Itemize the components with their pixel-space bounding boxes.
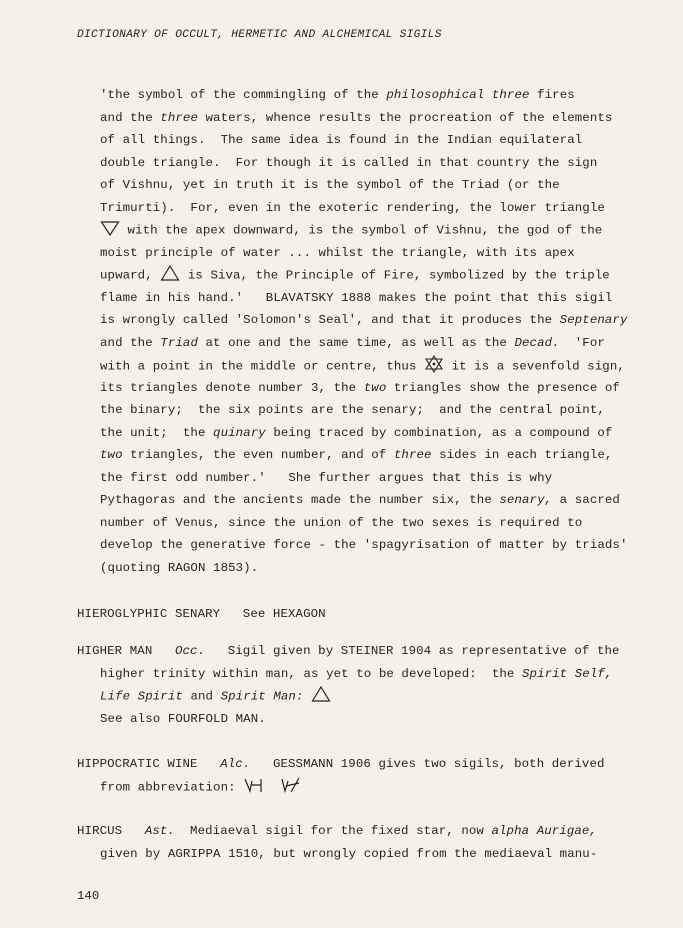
entry-body-line	[100, 666, 612, 682]
quote-line	[100, 110, 612, 126]
page-number: 140	[77, 889, 100, 903]
text-run: at one and the same time, as well as the	[197, 335, 515, 350]
text-run: a sacred	[552, 493, 620, 507]
italic-text: Septenary	[559, 313, 628, 327]
entry-body-line	[100, 846, 597, 862]
quote-line	[100, 132, 582, 148]
italic-text: quinary	[213, 425, 266, 440]
running-title: DICTIONARY OF OCCULT, HERMETIC AND ALCHEMICAL SIGILS	[77, 29, 442, 41]
italic-text: Occ.	[174, 644, 206, 658]
entry-body-line	[100, 779, 302, 795]
text-run: the unit; the	[100, 425, 214, 440]
text-run: is Siva, the Principle of Fire, symbolized by the triple	[180, 268, 610, 283]
quote-line	[100, 447, 612, 463]
quote-line	[100, 200, 605, 216]
text-run: of all things. The same idea is found in the Indian equilateral	[100, 133, 583, 147]
quote-line	[100, 560, 258, 576]
italic-text: two	[100, 448, 123, 462]
italic-text: Life Spirit	[100, 689, 183, 704]
text-run: (quoting RAGON 1853).	[100, 560, 259, 575]
italic-text: Decad.	[514, 335, 560, 350]
text-run: being traced by combination, as a compound of	[265, 425, 613, 440]
italic-text: senary,	[499, 493, 553, 507]
entry-body-line	[100, 711, 266, 727]
italic-text: alpha Aurigae,	[491, 824, 597, 838]
quote-line	[100, 312, 628, 328]
text-run: Sigil given by STEINER 1904 as representative of the	[205, 644, 620, 658]
text-run: upward,	[100, 268, 161, 283]
text-run: Trimurti). For, even in the exoteric rendering, the lower triangle	[100, 200, 605, 215]
text-run: 'For	[559, 335, 605, 350]
entry-headword-line	[77, 643, 620, 659]
text-run: HIRCUS	[77, 824, 145, 838]
text-run: the binary; the six points are the senary; and the central point,	[100, 403, 605, 417]
text-run: Pythagoras and the ancients made the number six, the	[100, 493, 500, 507]
italic-text: Spirit Man:	[220, 689, 304, 704]
triangle-down-icon	[100, 220, 120, 236]
text-run: it is a sevenfold sign,	[444, 359, 625, 374]
entry-headword-line	[77, 823, 597, 839]
quote-line	[100, 470, 552, 486]
italic-text: Triad	[160, 335, 198, 350]
quote-line	[100, 515, 582, 531]
hexagram-dot-icon	[424, 355, 444, 373]
text-run: See also FOURFOLD MAN.	[100, 711, 266, 726]
text-run	[304, 689, 312, 703]
triangle-up-icon	[311, 686, 331, 702]
text-run: develop the generative force - the 'spagyrisation of matter by triads'	[100, 538, 628, 552]
text-run: its triangles denote number 3, the	[100, 380, 364, 395]
italic-text: Ast.	[144, 824, 175, 838]
vh-sigil-alt-icon	[280, 777, 302, 793]
italic-text: three	[160, 110, 198, 125]
quote-line	[100, 335, 605, 351]
text-run: and the	[100, 110, 161, 125]
text-run: with the apex downward, is the symbol of Vishnu, the god of the	[120, 223, 603, 238]
entry-headword-line	[77, 756, 605, 772]
entry-headword-line	[77, 606, 326, 622]
text-run: sides in each triangle,	[431, 448, 613, 462]
text-run: HIPPOCRATIC WINE	[77, 757, 221, 771]
text-run: 'the symbol of the commingling of the	[100, 88, 387, 102]
quote-line	[100, 492, 620, 508]
text-run: moist principle of water ... whilst the triangle, with its apex	[100, 245, 575, 260]
italic-text: three	[393, 448, 432, 462]
quote-line	[100, 357, 625, 375]
text-run: double triangle. For though it is called in that country the sign	[100, 155, 598, 170]
triangle-up-icon	[160, 265, 180, 281]
text-run: HIEROGLYPHIC SENARY See HEXAGON	[77, 607, 326, 621]
text-run: higher trinity within man, as yet to be developed: the	[100, 666, 522, 681]
quote-line	[100, 245, 575, 261]
text-run: given by AGRIPPA 1510, but wrongly copied from the mediaeval manu-	[100, 846, 598, 861]
text-run: fires	[529, 88, 575, 102]
quote-line	[100, 402, 605, 418]
italic-text: Alc.	[220, 757, 251, 771]
entry-body-line	[100, 688, 331, 704]
italic-text: Spirit Self,	[522, 666, 613, 681]
text-run: number of Venus, since the union of the two sexes is required to	[100, 515, 583, 530]
quote-line	[100, 87, 575, 103]
quote-line	[100, 177, 560, 193]
quote-line	[100, 290, 612, 306]
vh-sigil-icon	[243, 777, 265, 793]
text-run: waters, whence results the procreation of the elements	[197, 110, 613, 125]
text-run: HIGHER MAN	[77, 644, 175, 658]
text-run: and	[182, 689, 221, 704]
quote-line	[100, 380, 620, 396]
text-run: with a point in the middle or centre, thus	[100, 359, 425, 374]
text-run: and the	[100, 335, 161, 350]
text-run: triangles, the even number, and of	[122, 448, 394, 462]
italic-text: two	[363, 380, 387, 395]
quote-line	[100, 267, 610, 283]
text-run: Mediaeval sigil for the fixed star, now	[174, 824, 492, 838]
text-run: triangles show the presence of	[386, 380, 620, 395]
text-run: is wrongly called 'Solomon's Seal', and that it produces the	[100, 313, 560, 327]
text-run: flame in his hand.' BLAVATSKY 1888 makes the point that this sigil	[100, 290, 613, 305]
text-run: from abbreviation:	[100, 779, 244, 794]
italic-text: philosophical three	[386, 88, 530, 102]
text-run: GESSMANN 1906 gives two sigils, both derived	[250, 757, 605, 771]
text-run	[265, 780, 280, 794]
text-run: of Vishnu, yet in truth it is the symbol of the Triad (or the	[100, 178, 560, 192]
quote-line	[100, 425, 612, 441]
text-run: the first odd number.' She further argues that this is why	[100, 470, 553, 485]
quote-line	[100, 155, 597, 171]
quote-line	[100, 222, 602, 238]
quote-line	[100, 537, 628, 553]
